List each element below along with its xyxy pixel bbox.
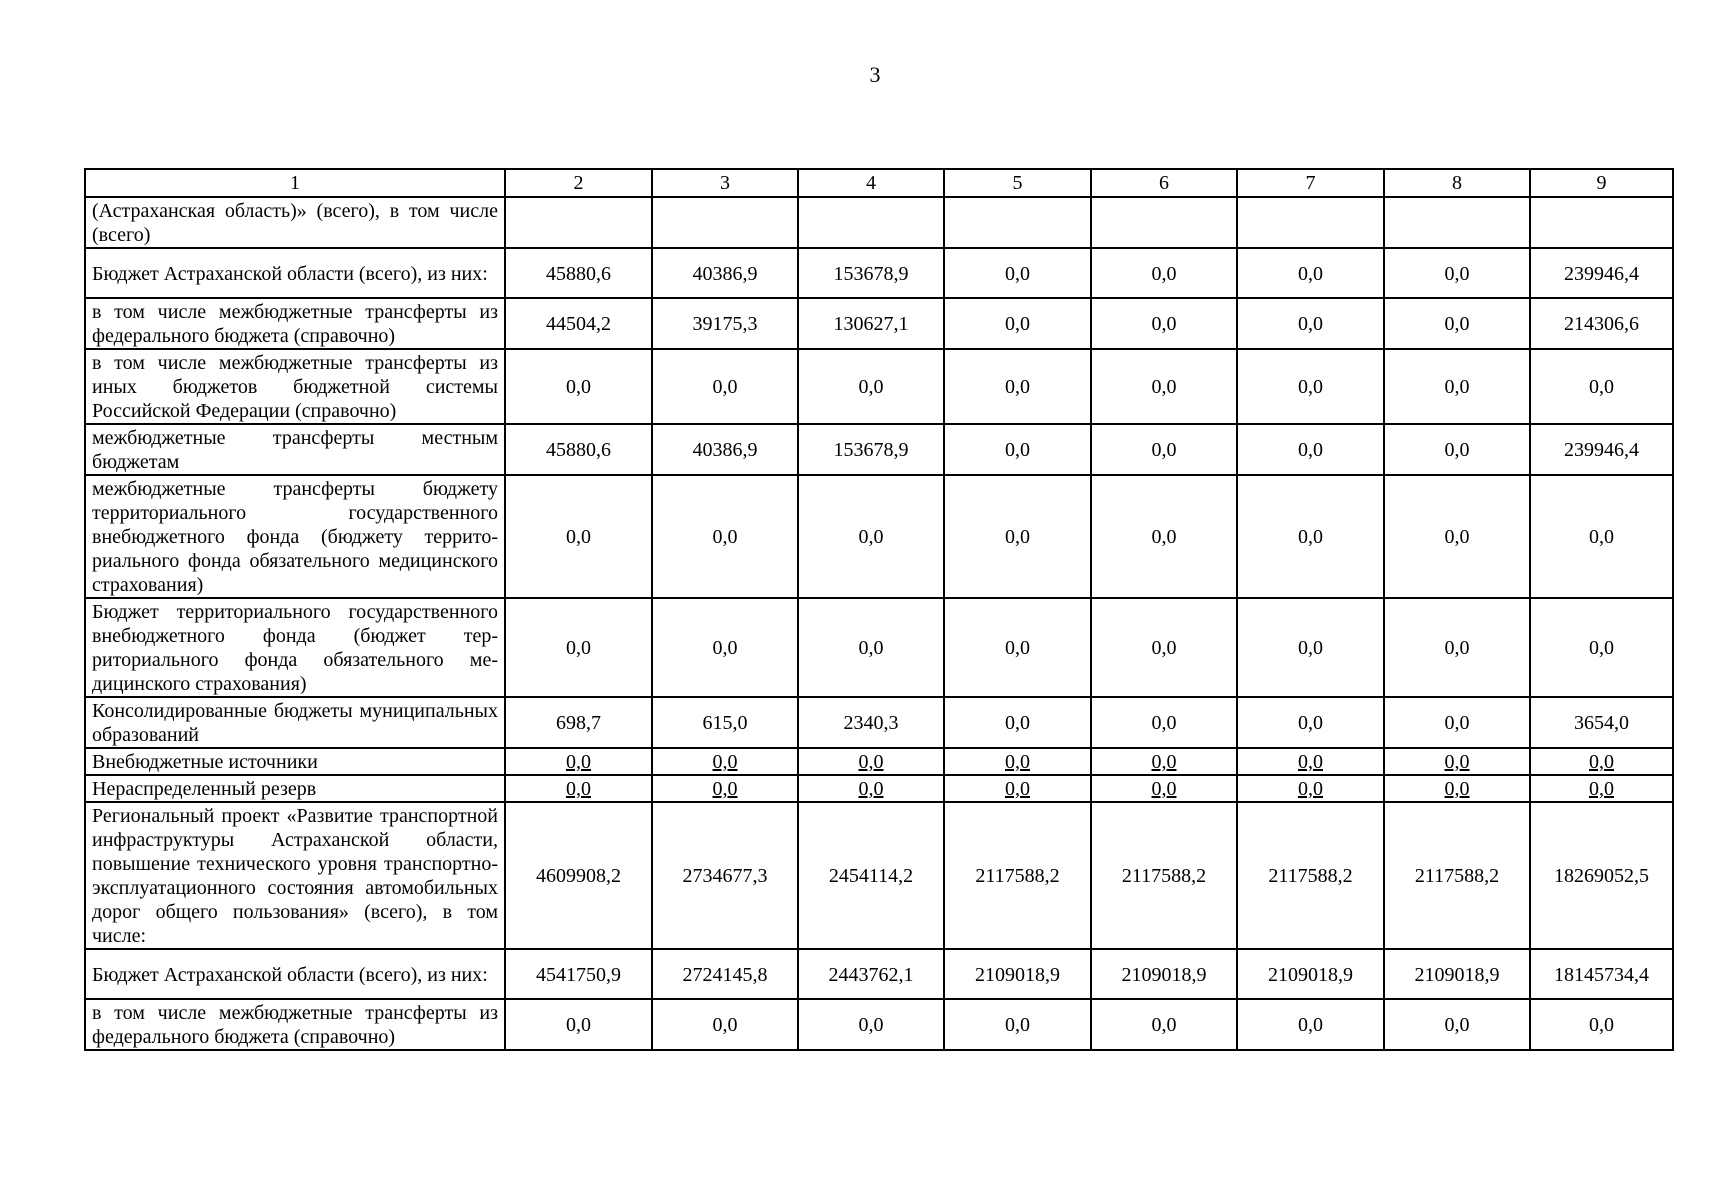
row-value [505, 298, 652, 349]
row-value [1530, 949, 1673, 999]
row-value [1530, 802, 1673, 949]
row-value [652, 248, 798, 298]
value-text: 0,0 [566, 1014, 591, 1036]
value-text: 2454114,2 [828, 865, 914, 887]
row-value [1530, 999, 1673, 1050]
row-value [1237, 697, 1384, 748]
value-text: 0,0 [858, 1014, 884, 1036]
row-value [1237, 475, 1384, 598]
row-value [944, 424, 1091, 475]
row-value [1384, 197, 1530, 248]
row-value [1530, 775, 1673, 802]
value-text: 0,0 [566, 751, 591, 773]
value-text: 0,0 [1444, 751, 1470, 773]
row-value [1384, 298, 1530, 349]
value-text: 0,0 [1151, 637, 1177, 659]
value-text: 0,0 [1589, 778, 1614, 800]
value-text: 2109018,9 [1268, 963, 1353, 986]
value-text: 0,0 [1151, 376, 1177, 398]
row-value [505, 475, 652, 598]
row-value [1091, 949, 1237, 999]
value-text: 0,0 [1589, 637, 1614, 659]
value-text: 4609908,2 [536, 865, 621, 887]
value-text: 130627,1 [833, 313, 909, 335]
value-text: 2724145,8 [682, 963, 768, 986]
row-value [652, 475, 798, 598]
row-value [798, 298, 944, 349]
table-row [85, 802, 1673, 949]
value-text: 0,0 [858, 751, 884, 773]
value-text: 0,0 [858, 376, 884, 398]
column-header: 7 [1237, 169, 1384, 197]
row-value [1530, 424, 1673, 475]
value-text: 0,0 [712, 526, 738, 548]
value-text: 0,0 [1444, 376, 1470, 398]
row-value [1091, 697, 1237, 748]
row-value [1384, 775, 1530, 802]
row-value [798, 775, 944, 802]
table-body [85, 197, 1673, 1050]
row-label: в том числе межбюджетные трансферты из федерального бюджета (справочно) [85, 298, 505, 349]
value-text: 0,0 [1444, 526, 1470, 548]
table-row [85, 424, 1673, 475]
column-header: 6 [1091, 169, 1237, 197]
row-value [652, 999, 798, 1050]
value-text: 0,0 [712, 751, 738, 773]
row-value [798, 424, 944, 475]
row-value [1384, 475, 1530, 598]
row-value [1530, 298, 1673, 349]
row-value [1530, 248, 1673, 298]
row-value [1091, 775, 1237, 802]
value-text: 0,0 [1589, 526, 1614, 548]
row-value [1530, 748, 1673, 775]
value-text: 0,0 [1589, 751, 1614, 773]
row-label: Региональный проект «Развитие транспортной инфраструктуры Астраханской области, повышение технического уровня транспортно-эксплуатационного состояния автомобильных дорог общего пользования» (всего), в том числе: [85, 802, 505, 949]
row-value [505, 697, 652, 748]
value-text: 0,0 [1005, 751, 1030, 773]
row-label: межбюджетные трансферты местным бюджетам [85, 424, 505, 475]
row-value [1237, 197, 1384, 248]
value-text: 2443762,1 [828, 963, 914, 986]
table-row [85, 999, 1673, 1050]
row-label: Бюджет Астраханской области (всего), из них: [85, 949, 505, 999]
row-value [1091, 748, 1237, 775]
value-text: 0,0 [858, 526, 884, 548]
value-text: 0,0 [1298, 751, 1323, 773]
value-text: 4541750,9 [536, 963, 621, 986]
table-row [85, 248, 1673, 298]
value-text: 0,0 [712, 778, 738, 800]
row-value [1530, 697, 1673, 748]
value-text: 2117588,2 [1121, 865, 1207, 887]
value-text: 615,0 [702, 712, 748, 734]
row-value [1384, 802, 1530, 949]
row-value [798, 349, 944, 424]
value-text: 0,0 [1005, 376, 1030, 398]
value-text: 0,0 [1298, 376, 1323, 398]
row-value [944, 298, 1091, 349]
table-row [85, 697, 1673, 748]
value-text: 0,0 [566, 778, 591, 800]
table-row [85, 748, 1673, 775]
value-text: 214306,6 [1564, 313, 1639, 335]
row-value [505, 598, 652, 697]
value-text: 0,0 [1151, 262, 1177, 285]
value-text: 18145734,4 [1554, 963, 1649, 986]
value-text: 0,0 [1151, 712, 1177, 734]
row-label: в том числе межбюджетные трансферты из федерального бюджета (справочно) [85, 999, 505, 1050]
row-label: межбюджетные трансферты бюджету территориального государственного внебюджетного фонда (бюджету территориального фонда обязательного медицинского страхования) [85, 475, 505, 598]
value-text: 0,0 [1298, 262, 1323, 285]
row-value [1091, 197, 1237, 248]
row-label: Бюджет Астраханской области (всего), из них: [85, 248, 505, 298]
row-value [1384, 349, 1530, 424]
row-value [798, 949, 944, 999]
row-value [944, 475, 1091, 598]
row-value [652, 949, 798, 999]
column-header: 5 [944, 169, 1091, 197]
row-value [798, 248, 944, 298]
table-row [85, 775, 1673, 802]
row-value [1237, 424, 1384, 475]
value-text: 0,0 [566, 637, 591, 659]
row-value [652, 775, 798, 802]
value-text: 0,0 [712, 1014, 738, 1036]
value-text: 0,0 [1005, 1014, 1030, 1036]
row-value [652, 598, 798, 697]
row-value [505, 775, 652, 802]
value-text: 0,0 [1298, 313, 1323, 335]
table-header-row [85, 169, 1673, 197]
value-text: 45880,6 [546, 262, 611, 285]
table-row [85, 598, 1673, 697]
row-value [1384, 999, 1530, 1050]
value-text: 0,0 [1151, 526, 1177, 548]
row-value [1530, 598, 1673, 697]
budget-table [84, 168, 1674, 1051]
value-text: 40386,9 [692, 262, 758, 285]
value-text: 0,0 [1444, 262, 1470, 285]
row-value [652, 697, 798, 748]
value-text: 2117588,2 [1268, 865, 1353, 887]
value-text: 0,0 [1005, 313, 1030, 335]
value-text: 0,0 [1005, 778, 1030, 800]
value-text: 2117588,2 [1414, 865, 1500, 887]
value-text: 0,0 [1444, 712, 1470, 734]
value-text: 239946,4 [1564, 439, 1639, 461]
row-value [798, 748, 944, 775]
column-header: 8 [1384, 169, 1530, 197]
row-value [944, 697, 1091, 748]
row-value [798, 999, 944, 1050]
row-value [798, 598, 944, 697]
row-label: (Астраханская область)» (всего), в том числе (всего) [85, 197, 505, 248]
row-value [798, 475, 944, 598]
value-text: 40386,9 [692, 439, 758, 461]
row-value [1384, 424, 1530, 475]
row-value [1384, 598, 1530, 697]
row-value [1384, 248, 1530, 298]
row-value [944, 775, 1091, 802]
row-value [1237, 349, 1384, 424]
row-value [1384, 697, 1530, 748]
value-text: 0,0 [1151, 439, 1177, 461]
row-value [1091, 298, 1237, 349]
row-value [944, 949, 1091, 999]
row-value [505, 248, 652, 298]
row-label: в том числе межбюджетные трансферты из иных бюджетов бюджетной системы Российской Федерации (справочно) [85, 349, 505, 424]
row-value [1091, 802, 1237, 949]
row-value [944, 349, 1091, 424]
value-text: 0,0 [858, 637, 884, 659]
value-text: 0,0 [1589, 1014, 1614, 1036]
row-label: Бюджет территориального государственного внебюджетного фонда (бюджет территориального фонда обязательного медицинского страхования) [85, 598, 505, 697]
row-value [1237, 598, 1384, 697]
value-text: 0,0 [712, 376, 738, 398]
row-value [505, 748, 652, 775]
column-header: 2 [505, 169, 652, 197]
value-text: 2109018,9 [1414, 963, 1500, 986]
table-row [85, 475, 1673, 598]
value-text: 2734677,3 [682, 865, 768, 887]
row-value [1091, 424, 1237, 475]
value-text: 0,0 [1298, 778, 1323, 800]
value-text: 2117588,2 [975, 865, 1060, 887]
row-value [1091, 248, 1237, 298]
row-value [505, 802, 652, 949]
value-text: 0,0 [1298, 712, 1323, 734]
value-text: 0,0 [1444, 778, 1470, 800]
page-number: 3 [869, 62, 881, 87]
row-value [1384, 949, 1530, 999]
value-text: 0,0 [1589, 376, 1614, 398]
value-text: 2109018,9 [1121, 963, 1207, 986]
row-value [652, 349, 798, 424]
value-text: 3654,0 [1574, 712, 1629, 734]
value-text: 0,0 [1444, 637, 1470, 659]
row-label: Нераспределенный резерв [85, 775, 505, 802]
row-value [505, 349, 652, 424]
value-text: 44504,2 [546, 313, 611, 335]
row-value [1384, 748, 1530, 775]
row-value [652, 748, 798, 775]
value-text: 0,0 [1444, 313, 1470, 335]
row-value [798, 197, 944, 248]
row-value [798, 697, 944, 748]
row-value [1237, 748, 1384, 775]
column-header: 9 [1530, 169, 1673, 197]
row-value [944, 999, 1091, 1050]
row-value [1237, 248, 1384, 298]
row-label: Консолидированные бюджеты муниципальных образований [85, 697, 505, 748]
row-value [1237, 298, 1384, 349]
value-text: 0,0 [1005, 439, 1030, 461]
table-row [85, 197, 1673, 248]
table-row [85, 949, 1673, 999]
value-text: 0,0 [1151, 751, 1177, 773]
value-text: 45880,6 [546, 439, 611, 461]
row-value [798, 802, 944, 949]
column-header: 4 [798, 169, 944, 197]
value-text: 0,0 [1005, 262, 1030, 285]
row-value [1237, 999, 1384, 1050]
value-text: 0,0 [1298, 1014, 1323, 1036]
row-value [505, 999, 652, 1050]
value-text: 0,0 [1005, 637, 1030, 659]
value-text: 0,0 [1151, 1014, 1177, 1036]
row-value [1237, 802, 1384, 949]
row-value [944, 748, 1091, 775]
value-text: 0,0 [1151, 313, 1177, 335]
value-text: 0,0 [1005, 526, 1030, 548]
row-value [1091, 475, 1237, 598]
row-value [505, 949, 652, 999]
row-value [1091, 349, 1237, 424]
value-text: 2109018,9 [975, 963, 1060, 986]
value-text: 0,0 [566, 376, 591, 398]
row-value [1091, 999, 1237, 1050]
row-value [1530, 475, 1673, 598]
row-value [652, 197, 798, 248]
value-text: 0,0 [858, 778, 884, 800]
row-value [1091, 598, 1237, 697]
value-text: 0,0 [566, 526, 591, 548]
value-text: 2340,3 [843, 712, 899, 734]
value-text: 0,0 [1298, 526, 1323, 548]
row-value [1237, 775, 1384, 802]
row-value [944, 598, 1091, 697]
row-value [505, 424, 652, 475]
row-value [944, 197, 1091, 248]
row-value [1530, 349, 1673, 424]
row-value [944, 802, 1091, 949]
column-header: 3 [652, 169, 798, 197]
value-text: 153678,9 [833, 439, 909, 461]
value-text: 0,0 [1298, 439, 1323, 461]
table-row [85, 298, 1673, 349]
row-value [652, 298, 798, 349]
value-text: 18269052,5 [1554, 865, 1649, 887]
row-value [652, 424, 798, 475]
value-text: 0,0 [712, 637, 738, 659]
value-text: 39175,3 [692, 313, 758, 335]
row-value [1237, 949, 1384, 999]
value-text: 698,7 [556, 712, 601, 734]
value-text: 0,0 [1151, 778, 1177, 800]
value-text: 0,0 [1444, 439, 1470, 461]
row-value [652, 802, 798, 949]
row-label: Внебюджетные источники [85, 748, 505, 775]
value-text: 0,0 [1298, 637, 1323, 659]
row-value [505, 197, 652, 248]
row-value [944, 248, 1091, 298]
value-text: 0,0 [1444, 1014, 1470, 1036]
value-text: 0,0 [1005, 712, 1030, 734]
column-header: 1 [85, 169, 505, 197]
value-text: 239946,4 [1564, 262, 1639, 285]
value-text: 153678,9 [833, 262, 909, 285]
table-row [85, 349, 1673, 424]
row-value [1530, 197, 1673, 248]
